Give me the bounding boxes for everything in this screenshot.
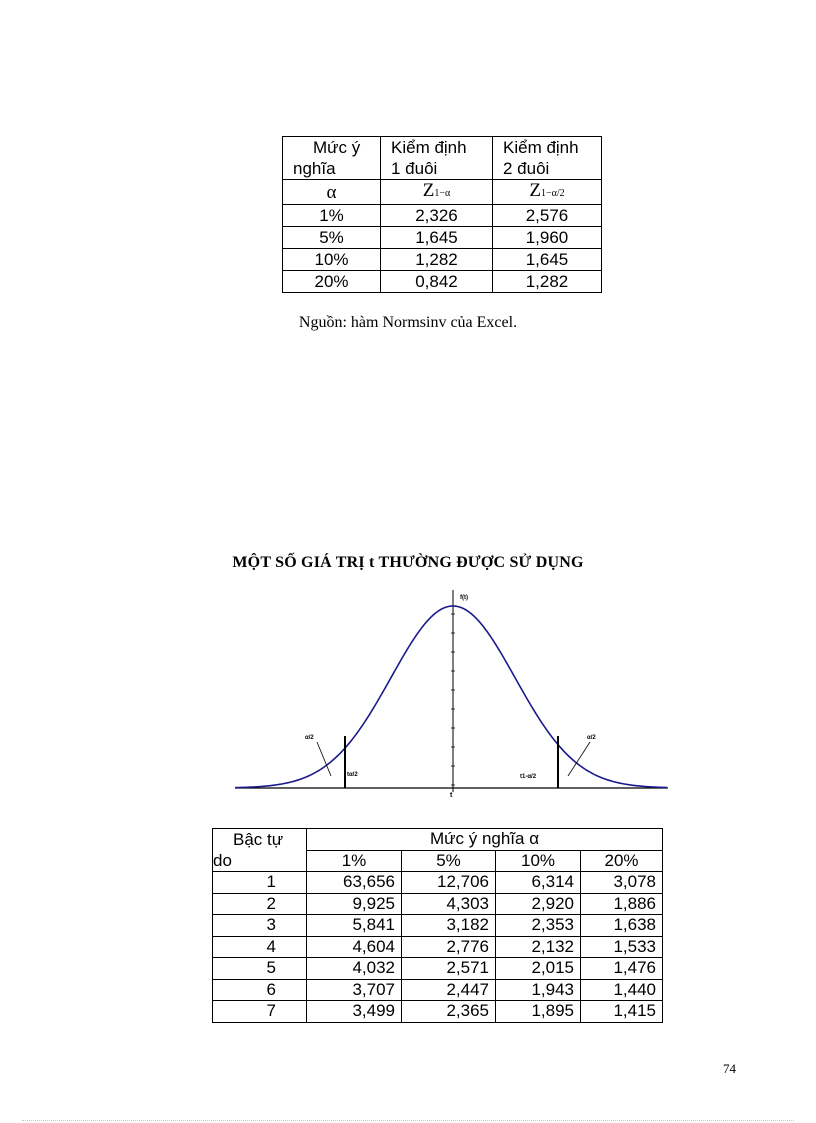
t-cell: 4,604: [307, 936, 402, 958]
t-table-row: [213, 893, 663, 915]
df-header-line2: do: [213, 851, 232, 870]
z2-subscript: 1−α/2: [540, 188, 565, 199]
t-cell: 2,015: [496, 958, 581, 980]
z-cell: 2,326: [381, 205, 493, 227]
alpha-symbol: α: [326, 181, 337, 203]
t-cell: 3,499: [307, 1001, 402, 1023]
header-significance-line1: Mức ý: [313, 138, 361, 157]
df-cell: 4: [213, 936, 307, 958]
df-cell: 1: [213, 872, 307, 894]
t-table-header-row-1: [213, 829, 663, 851]
t-cell: 6,314: [496, 872, 581, 894]
df-cell: 7: [213, 1001, 307, 1023]
t-cell: 2,447: [402, 979, 496, 1001]
t-table-row: [213, 1001, 663, 1023]
z-cell: 2,576: [493, 205, 602, 227]
header-significance-line2: nghĩa: [293, 159, 336, 178]
z-cell: 1,282: [493, 271, 602, 293]
z-table-row: [283, 227, 602, 249]
header-two-tail-line1: Kiểm định: [503, 138, 579, 157]
page-number: 74: [723, 1061, 736, 1076]
t-cell: 1,638: [581, 915, 663, 937]
z-critical-table: [282, 136, 602, 293]
t-table-row: [213, 958, 663, 980]
z-cell: 1,645: [493, 249, 602, 271]
source-note: Nguồn: hàm Normsinv của Excel.: [298, 314, 518, 331]
level-header: 1%: [307, 850, 402, 872]
t-cell: 2,353: [496, 915, 581, 937]
right-critical-label: t1-α/2: [520, 774, 537, 780]
page-bottom-rule: [22, 1120, 794, 1121]
df-cell: 2: [213, 893, 307, 915]
t-cell: 2,776: [402, 936, 496, 958]
z2-main: Z: [529, 180, 541, 201]
df-cell: 6: [213, 979, 307, 1001]
df-cell: 3: [213, 915, 307, 937]
t-cell: 1,533: [581, 936, 663, 958]
level-header: 10%: [496, 850, 581, 872]
left-area-label: α/2: [305, 735, 314, 741]
z1-subscript: 1−α: [434, 188, 451, 199]
right-area-label: α/2: [587, 735, 596, 741]
z-table-row: [283, 249, 602, 271]
header-significance: [283, 137, 381, 180]
z-table-header-row: [283, 137, 602, 180]
header-two-tail-line2: 2 đuôi: [503, 159, 550, 178]
t-critical-table: [212, 828, 663, 1023]
header-one-tail-line1: Kiểm định: [391, 138, 467, 157]
z-cell: 1,960: [493, 227, 602, 249]
t-cell: 3,182: [402, 915, 496, 937]
t-distribution-diagram: [0, 580, 816, 800]
t-cell: 12,706: [402, 872, 496, 894]
df-header-line1: Bậc tự: [233, 830, 284, 849]
z-cell: 20%: [283, 271, 381, 293]
t-cell: 1,895: [496, 1001, 581, 1023]
t-cell: 1,415: [581, 1001, 663, 1023]
t-cell: 1,440: [581, 979, 663, 1001]
t-values-heading: MỘT SỐ GIÁ TRỊ t THƯỜNG ĐƯỢC SỬ DỤNG: [232, 554, 584, 571]
t-table-row: [213, 872, 663, 894]
t-cell: 63,656: [307, 872, 402, 894]
z-one-tail-symbol: [423, 180, 451, 201]
z-cell: 1%: [283, 205, 381, 227]
z-cell: 0,842: [381, 271, 493, 293]
x-axis-label: t: [450, 792, 453, 799]
z-two-tail-symbol: [529, 180, 564, 201]
z-table-row: [283, 271, 602, 293]
t-table-row: [213, 979, 663, 1001]
t-table-row: [213, 936, 663, 958]
t-cell: 3,707: [307, 979, 402, 1001]
t-cell: 4,303: [402, 893, 496, 915]
header-two-tail: [493, 137, 602, 180]
t-cell: 3,078: [581, 872, 663, 894]
left-critical-label: tα/2: [347, 772, 358, 778]
df-cell: 5: [213, 958, 307, 980]
df-header: [213, 829, 307, 872]
z-table-row: [283, 205, 602, 227]
t-cell: 1,476: [581, 958, 663, 980]
z-cell: 5%: [283, 227, 381, 249]
header-one-tail-line2: 1 đuôi: [391, 159, 438, 178]
alpha-header: Mức ý nghĩa α: [307, 829, 663, 851]
y-axis-label: f(t): [460, 595, 468, 601]
t-cell: 4,032: [307, 958, 402, 980]
z1-main: Z: [422, 180, 435, 201]
t-cell: 1,943: [496, 979, 581, 1001]
level-header: 5%: [402, 850, 496, 872]
t-table-row: [213, 915, 663, 937]
header-one-tail: [381, 137, 493, 180]
t-cell: 2,132: [496, 936, 581, 958]
level-header: 20%: [581, 850, 663, 872]
t-cell: 5,841: [307, 915, 402, 937]
z-cell: 1,282: [381, 249, 493, 271]
t-cell: 2,571: [402, 958, 496, 980]
t-cell: 2,365: [402, 1001, 496, 1023]
t-cell: 1,886: [581, 893, 663, 915]
t-cell: 9,925: [307, 893, 402, 915]
t-cell: 2,920: [496, 893, 581, 915]
z-table-symbol-row: [283, 180, 602, 205]
z-cell: 1,645: [381, 227, 493, 249]
z-cell: 10%: [283, 249, 381, 271]
